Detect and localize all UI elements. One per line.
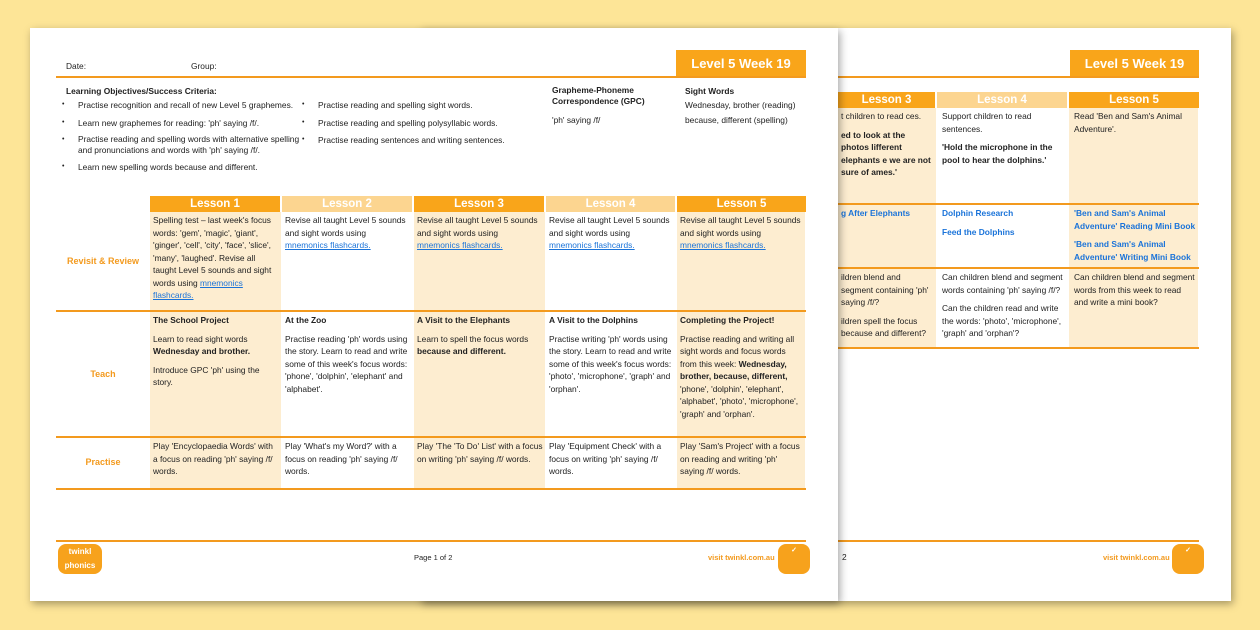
website-link[interactable]: visit twinkl.com.au [708, 553, 775, 562]
gpc-title: Grapheme-Phoneme Correspondence (GPC) [552, 85, 645, 106]
row-label-practise: Practise [85, 457, 121, 467]
practise-cell: Play 'Equipment Check' with a focus on writing 'ph' saying /f/ words. [549, 441, 662, 476]
practise-cell: Play 'Sam's Project' with a focus on reading and writing 'ph' saying /f/ words. [680, 441, 800, 476]
mnemonics-flashcards-link[interactable]: mnemonics flashcards. [285, 240, 371, 250]
revisit-cell: Revise all taught Level 5 sounds and sight words using mnemonics flashcards. [680, 215, 801, 250]
teach-cell: The School Project Learn to read sight words Wednesday and brother. Introduce GPC 'ph' using the story. [150, 312, 282, 436]
mnemonics-flashcards-link[interactable]: mnemonics flashcards. [417, 240, 503, 250]
front-page [30, 28, 838, 601]
teach-title: At the Zoo [285, 315, 327, 325]
back-cell [1071, 205, 1199, 271]
teach-title: The School Project [153, 315, 229, 325]
teach-title: A Visit to the Elephants [417, 315, 511, 325]
sight-words-spelling: because, different (spelling) [685, 115, 788, 125]
revisit-cell: Revise all taught Level 5 sounds and sight words using mnemonics flashcards. [285, 215, 406, 250]
back-cell [838, 205, 937, 228]
group-label: Group: [191, 61, 217, 71]
date-label: Date: [66, 61, 87, 71]
back-cell: t children to read ces. ed to look at the photos lifferent elephants e we are not sure of ames.' [841, 111, 931, 177]
lesson-header: Lesson 5 [677, 196, 806, 212]
resource-link[interactable]: 'Ben and Sam's Animal Adventure' Reading Mini Book [1074, 208, 1196, 231]
lesson-header: Lesson 3 [414, 196, 546, 212]
teach-cell: A Visit to the Dolphins Practise writing 'ph' words using the story. Learn to read and write some of this week's focus words: 'photo', 'microphone', 'graph' and 'orphan'. [546, 312, 677, 436]
mnemonics-flashcards-link[interactable]: mnemonics flashcards. [549, 240, 635, 250]
back-cell: Can children blend and segment words from this week to read and write a mini book? [1074, 272, 1195, 307]
mnemonics-flashcards-link[interactable]: mnemonics flashcards. [153, 277, 243, 300]
practise-cell: Play 'The 'To Do' List' with a focus on writing 'ph' saying /f/ words. [417, 441, 543, 464]
back-cell: Support children to read sentences. 'Hold the microphone in the pool to hear the dolphins.' [942, 111, 1053, 165]
teach-cell: Completing the Project! Practise reading and writing all sight words and focus words from this week: Wednesday, brother, because, different, 'phone', 'dolphin', 'elephant', 'alphabet', 'photo', 'microphone', 'graph' and 'orphan'. [677, 312, 806, 436]
objectives-title: Learning Objectives/Success Criteria: [66, 86, 217, 96]
sight-words-reading: Wednesday, brother (reading) [685, 100, 796, 110]
row-label-revisit: Revisit & Review [66, 256, 140, 266]
lesson-header: Lesson 4 [546, 196, 677, 212]
objectives-list-right: • Practise reading and spelling sight words. • Practise reading and spelling polysyllabic words. • Practise reading sentences and writing sentences. [300, 99, 560, 152]
row-label-teach: Teach [90, 369, 116, 379]
resource-link[interactable]: 'Ben and Sam's Animal Adventure' Writing Mini Book [1074, 239, 1191, 262]
resource-link[interactable]: g After Elephants [841, 208, 911, 218]
objectives-list-left: • Practise recognition and recall of new Level 5 graphemes. • Learn new graphemes for reading: 'ph' saying /f/. • Practise reading and spelling words with alternative spelling and pronunciations and words with 'ph' saying /f/. • Learn new spelling words because and different. [60, 99, 305, 179]
practise-cell: Play 'Encyclopaedia Words' with a focus on reading 'ph' saying /f/ words. [153, 441, 273, 476]
back-cell [939, 205, 1069, 246]
teach-cell: A Visit to the Elephants Learn to spell the focus words because and different. [414, 312, 546, 436]
back-cell: ildren blend and segment containing 'ph' saying /f/? ildren spell the focus because and different? [841, 272, 929, 338]
resource-link[interactable]: Dolphin Research [942, 208, 1014, 218]
mnemonics-flashcards-link[interactable]: mnemonics flashcards. [680, 240, 766, 250]
back-website-link[interactable]: visit twinkl.com.au [1103, 553, 1170, 562]
lesson-header: Lesson 1 [150, 196, 282, 212]
page-number: Page 1 of 2 [414, 553, 453, 562]
back-level-title: Level 5 Week 19 [1070, 50, 1199, 78]
practise-cell: Play 'What's my Word?' with a focus on reading 'ph' saying /f/ words. [285, 441, 398, 476]
revisit-cell: Revise all taught Level 5 sounds and sight words using mnemonics flashcards. [549, 215, 670, 250]
revisit-cell: Spelling test – last week's focus words: 'gem', 'magic', 'giant', 'ginger', 'cell', 'city', 'face', 'slice', 'many', 'laughed'. Revise all taught Level 5 sounds and sight words using mnemonics flashcards. [153, 215, 272, 300]
teach-title: A Visit to the Dolphins [549, 315, 638, 325]
revisit-cell: Revise all taught Level 5 sounds and sight words using mnemonics flashcards. [417, 215, 538, 250]
level-title: Level 5 Week 19 [676, 50, 806, 78]
sight-words-title: Sight Words [685, 86, 735, 96]
back-cell: Read 'Ben and Sam's Animal Adventure'. [1074, 111, 1182, 134]
teach-cell: At the Zoo Practise reading 'ph' words using the story. Learn to read and write some of this week's focus words: 'phone', 'dolphin', 'elephant' and 'alphabet'. [282, 312, 414, 436]
gpc-value: 'ph' saying /f/ [552, 115, 601, 125]
back-page-number: 2 [842, 552, 847, 562]
lesson-header: Lesson 2 [282, 196, 414, 212]
twinkl-phonics-logo: twinkl phonics [58, 544, 102, 574]
back-lesson-header: Lesson 4 [937, 92, 1069, 108]
back-lesson-header: Lesson 3 [838, 92, 937, 108]
back-cell: Can children blend and segment words containing 'ph' saying /f/? Can the children read and write the words: 'photo', 'microphone', 'graph' and 'orphan'? [942, 272, 1063, 338]
quality-badge-icon: ✓ [1172, 544, 1204, 574]
resource-link[interactable]: Feed the Dolphins [942, 226, 1015, 237]
back-lesson-header: Lesson 5 [1069, 92, 1199, 108]
quality-badge-icon: ✓ [778, 544, 810, 574]
teach-title: Completing the Project! [680, 315, 775, 325]
